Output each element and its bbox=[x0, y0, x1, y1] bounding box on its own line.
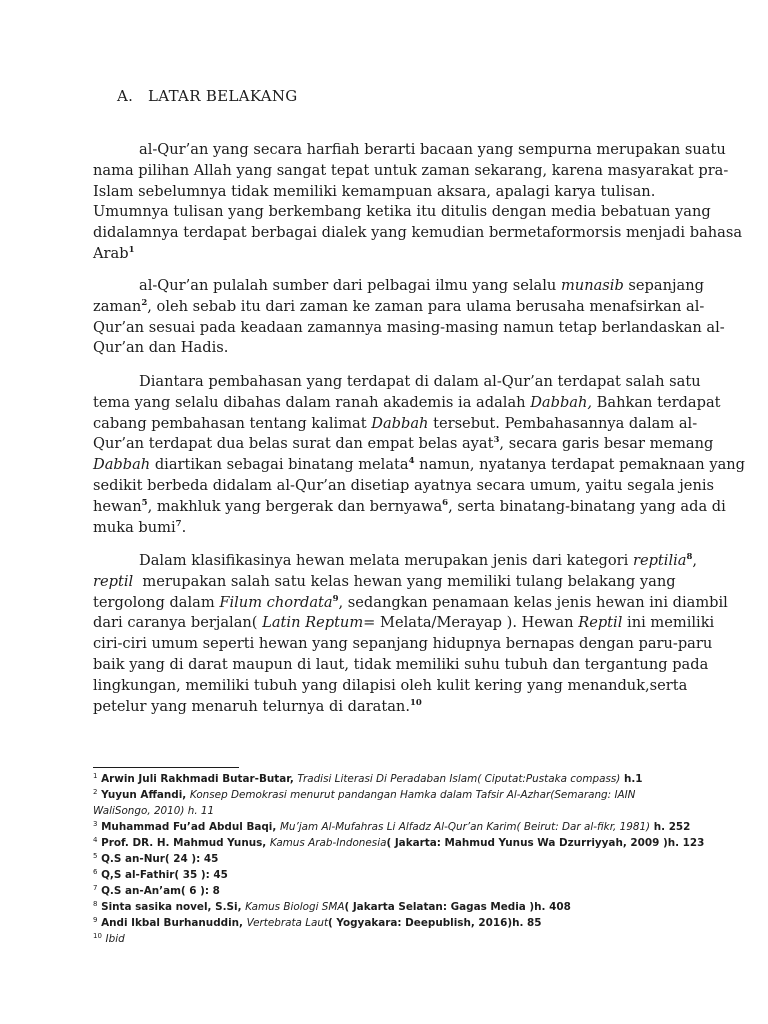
footnote-ref[interactable]: 1 bbox=[128, 244, 135, 255]
text-line bbox=[93, 613, 715, 634]
text-run: Bahkan terdapat bbox=[592, 393, 721, 411]
text-line: ciri-ciri umum seperti hewan yang sepanjang hidupnya bernapas dengan paru-paru bbox=[93, 635, 713, 653]
footnote-continuation bbox=[93, 803, 693, 819]
italic-term: Latin Reptum bbox=[262, 614, 364, 632]
text-line bbox=[93, 434, 714, 455]
italic-term: reptilia bbox=[632, 552, 687, 569]
footnote-title: Vertebrata Laut bbox=[246, 917, 329, 929]
footnote-text: Muhammad Fu’ad Abdul Baqi, bbox=[97, 821, 280, 833]
footnote-ref[interactable]: 2 bbox=[141, 297, 148, 308]
footnote bbox=[93, 899, 693, 915]
footnote-text: Q.S an-Nur( 24 ): 45 bbox=[97, 853, 219, 865]
footnote-title: Kamus Biologi SMA bbox=[245, 901, 345, 913]
footnote-title: Konsep Demokrasi menurut pandangan Hamka dalam Tafsir Al-Azhar(Semarang: IAIN bbox=[189, 789, 636, 801]
footnote-number: 10 bbox=[93, 932, 102, 940]
italic-term: reptil bbox=[93, 572, 134, 590]
text-run: sepanjang bbox=[623, 277, 704, 294]
footnote-text: ( Jakarta: Mahmud Yunus Wa Dzurriyyah, 2009 )h. 123 bbox=[386, 837, 705, 849]
text-line: baik yang di darat maupun di laut, tidak memiliki suhu tubuh dan tergantung pada bbox=[93, 655, 709, 673]
footnote-ref[interactable]: 8 bbox=[686, 552, 693, 562]
text-line bbox=[93, 551, 698, 572]
text-line bbox=[93, 518, 683, 539]
text-run: , sedangkan penamaan kelas jenis hewan ini diambil bbox=[338, 593, 728, 611]
footnote-separator bbox=[93, 767, 239, 768]
text-line bbox=[93, 497, 726, 518]
text-line bbox=[93, 697, 683, 718]
footnote-number: 5 bbox=[93, 852, 98, 860]
footnote-number: 9 bbox=[93, 916, 98, 924]
footnote-number: 1 bbox=[93, 772, 98, 780]
text-run: namun, nyatanya terdapat pemaknaan yang bbox=[414, 456, 746, 474]
text-run: Dalam klasifikasinya hewan melata merupakan jenis dari kategori bbox=[139, 552, 633, 569]
footnote-title: Mu’jam Al-Mufahras Li Alfadz Al-Qur’an Karim( Beirut: Dar al-fikr, 1981) bbox=[279, 821, 651, 833]
text-run: . bbox=[181, 518, 187, 536]
text-run: tergolong dalam bbox=[93, 593, 220, 611]
text-line: nama pilihan Allah yang sangat tepat untuk zaman sekarang, karena masyarakat pra- bbox=[93, 161, 729, 179]
text-line bbox=[93, 393, 721, 414]
text-line bbox=[93, 297, 705, 318]
footnote-ref[interactable]: 3 bbox=[493, 435, 500, 446]
text-line: lingkungan, memiliki tubuh yang dilapisi oleh kulit kering yang menanduk,serta bbox=[93, 676, 688, 694]
text-line: didalamnya terdapat berbagai dialek yang kemudian bermetaformorsis menjadi bahasa bbox=[93, 224, 743, 242]
text-line: sedikit berbeda didalam al-Qur’an disetiap ayatnya secara umum, yaitu segala jenis bbox=[93, 476, 714, 494]
text-line bbox=[93, 244, 683, 265]
footnote bbox=[93, 819, 693, 835]
footnote bbox=[93, 835, 705, 851]
text-line: Islam sebelumnya tidak memiliki kemampuan aksara, apalagi karya tulisan. bbox=[93, 182, 656, 200]
text-run: al-Qur’an pulalah sumber dari pelbagai ilmu yang selalu bbox=[139, 277, 561, 294]
footnote-text: Q.S an-An’am( 6 ): 8 bbox=[97, 885, 220, 897]
footnote-text: ( Jakarta Selatan: Gagas Media )h. 408 bbox=[344, 901, 571, 913]
footnote-number: 7 bbox=[93, 884, 98, 892]
text-run: petelur yang menaruh telurnya di daratan. bbox=[93, 697, 410, 715]
text-run: = Melata/Merayap ). Hewan bbox=[363, 614, 579, 632]
text-run: dari caranya berjalan( bbox=[93, 614, 263, 632]
text-line: Qur’an sesuai pada keadaan zamannya masing-masing namun tetap berlandaskan al- bbox=[93, 318, 725, 336]
text-run: tersebut. Pembahasannya dalam al- bbox=[428, 414, 698, 432]
footnote-ref[interactable]: 9 bbox=[332, 593, 339, 604]
footnote bbox=[93, 771, 693, 787]
section-number: A. bbox=[117, 87, 134, 105]
text-run: , bbox=[692, 552, 698, 569]
footnote-text: h. 252 bbox=[650, 821, 691, 833]
text-line: Diantara pembahasan yang terdapat di dalam al-Qur’an terdapat salah satu bbox=[139, 373, 701, 390]
footnotes bbox=[93, 771, 705, 947]
footnote-ref[interactable]: 7 bbox=[175, 518, 182, 529]
text-run: , serta binatang-binatang yang ada di bbox=[448, 497, 726, 515]
text-line bbox=[93, 593, 728, 614]
footnote-number: 3 bbox=[93, 820, 98, 828]
text-line bbox=[93, 572, 683, 593]
footnote bbox=[93, 851, 693, 867]
paragraph-2 bbox=[93, 276, 725, 359]
footnote-text: Arwin Juli Rakhmadi Butar-Butar, bbox=[97, 773, 298, 785]
footnote-text: Andi Ikbal Burhanuddin, bbox=[97, 917, 247, 929]
section-heading bbox=[117, 87, 298, 105]
footnote bbox=[93, 787, 693, 803]
text-line bbox=[93, 414, 698, 435]
paragraph-4 bbox=[93, 551, 728, 717]
text-line: al-Qur’an yang secara harfiah berarti bacaan yang sempurna merupakan suatu bbox=[139, 141, 726, 158]
footnote bbox=[93, 931, 693, 947]
text-run: merupakan salah satu kelas hewan yang memiliki tulang belakang yang bbox=[133, 572, 676, 590]
italic-term: Dabbah bbox=[371, 414, 429, 432]
footnote-ref[interactable]: 4 bbox=[408, 456, 415, 467]
text-run: , secara garis besar memang bbox=[499, 435, 714, 453]
footnote-text: Prof. DR. H. Mahmud Yunus, bbox=[97, 837, 270, 849]
text-run: muka bumi bbox=[93, 518, 176, 536]
footnote-number: 4 bbox=[93, 836, 98, 844]
text-run: cabang pembahasan tentang kalimat bbox=[93, 414, 372, 432]
text-run: tema yang selalu dibahas dalam ranah akademis ia adalah bbox=[93, 393, 531, 411]
italic-term: Dabbah, bbox=[530, 393, 593, 411]
footnote-title: Ibid bbox=[105, 933, 125, 945]
text-run: ini memiliki bbox=[622, 614, 715, 632]
text-run: diartikan sebagai binatang melata bbox=[150, 456, 409, 474]
footnote-ref[interactable]: 6 bbox=[442, 497, 449, 508]
paragraph-3 bbox=[93, 372, 746, 538]
italic-term: Filum chordata bbox=[219, 593, 333, 611]
text-run: , makhluk yang bergerak dan bernyawa bbox=[147, 497, 443, 515]
text-line bbox=[93, 276, 704, 297]
text-run: Qur’an terdapat dua belas surat dan empat belas ayat bbox=[93, 435, 494, 453]
text-run: hewan bbox=[93, 497, 142, 515]
footnote bbox=[93, 867, 693, 883]
text-line: Umumnya tulisan yang berkembang ketika itu ditulis dengan media bebatuan yang bbox=[93, 203, 711, 221]
footnote-ref[interactable]: 10 bbox=[409, 697, 422, 708]
footnote-ref[interactable]: 5 bbox=[141, 497, 148, 508]
italic-term: munasib bbox=[560, 277, 624, 294]
footnote-number: 6 bbox=[93, 868, 98, 876]
footnote bbox=[93, 915, 693, 931]
footnote-text: Q,S al-Fathir( 35 ): 45 bbox=[97, 869, 228, 881]
italic-term: Reptil bbox=[578, 614, 623, 632]
footnote-number: 8 bbox=[93, 900, 98, 908]
footnote-title: WaliSongo, 2010) h. 11 bbox=[93, 805, 215, 817]
text-line bbox=[93, 455, 746, 476]
footnote bbox=[93, 883, 693, 899]
text-line: Qur’an dan Hadis. bbox=[93, 339, 229, 357]
text-run: Arab bbox=[93, 244, 129, 262]
footnote-title: Tradisi Literasi Di Peradaban Islam( Ciputat:Pustaka compass) bbox=[297, 773, 621, 785]
italic-term: Dabbah bbox=[93, 456, 151, 474]
footnote-text: Sinta sasika novel, S.Si, bbox=[97, 901, 246, 913]
footnote-title: Kamus Arab-Indonesia bbox=[269, 837, 387, 849]
text-run: zaman bbox=[93, 297, 142, 315]
footnote-text: ( Yogyakara: Deepublish, 2016)h. 85 bbox=[328, 917, 542, 929]
text-run: , oleh sebab itu dari zaman ke zaman para ulama berusaha menafsirkan al- bbox=[147, 297, 705, 315]
section-title: LATAR BELAKANG bbox=[148, 87, 298, 105]
paragraph-1 bbox=[93, 140, 743, 265]
footnote-text: Yuyun Affandi, bbox=[97, 789, 190, 801]
footnote-number: 2 bbox=[93, 788, 98, 796]
footnote-text: h.1 bbox=[620, 773, 643, 785]
